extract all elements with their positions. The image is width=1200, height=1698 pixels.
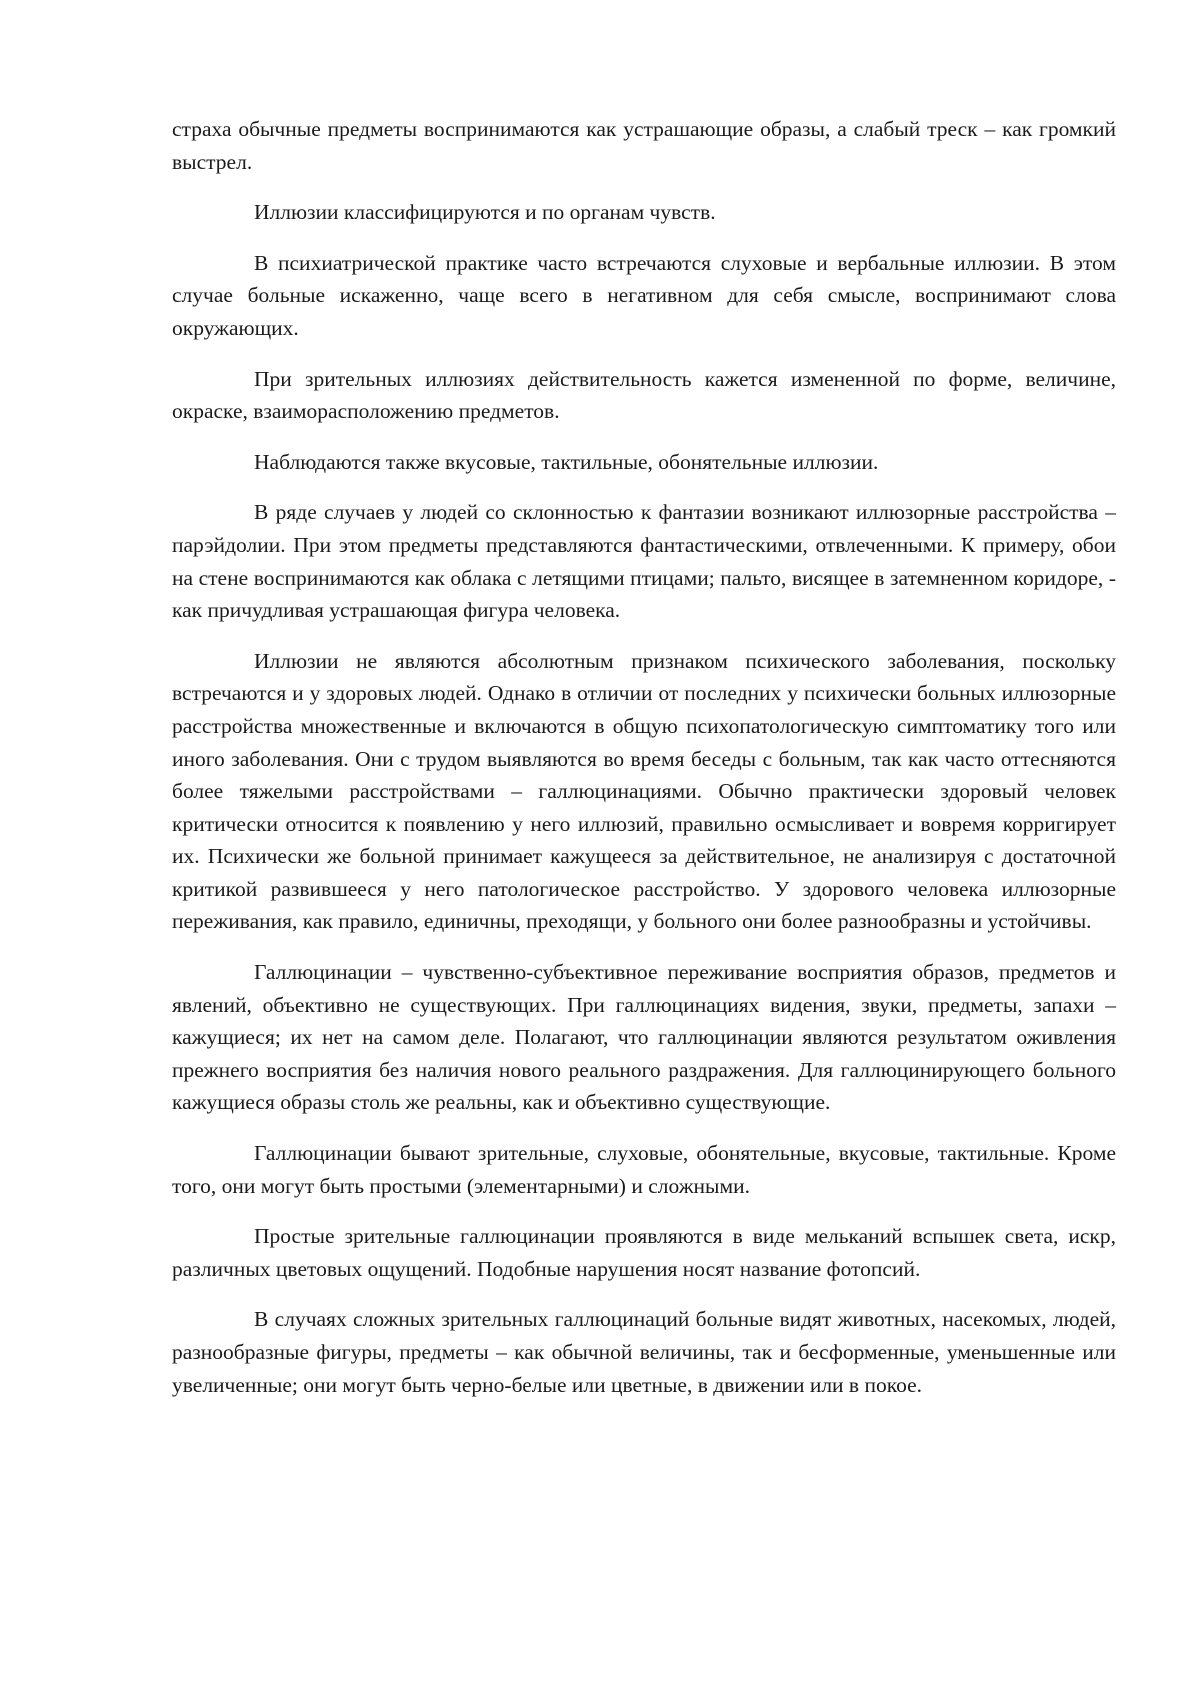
paragraph-other-illusions: Наблюдаются также вкусовые, тактильные, обонятельные иллюзии.	[254, 449, 879, 474]
paragraph-illusions-not-sign: Иллюзии не являются абсолютным признаком психического заболевания, поскольку встречаются и у здоровых людей. Однако в отличии от последних у психически больных иллюзорные расстройства множественные и включаются в общую психопатологическую симптоматику того или иного заболевания. Они с трудом выявляются во время беседы с больным, так как часто оттесняются более тяжелыми расстройствами – галлюцинациями. Обычно практически здоровый человек критически относится к появлению у него иллюзий, правильно осмысливает и вовремя корригирует их. Психически же больной принимает кажущееся за действительное, не анализируя с достаточной критикой развившееся у него патологическое расстройство. У здорового человека иллюзорные переживания, как правило, единичны, преходящи, у больного они более разнообразны и устойчивы.	[172, 648, 1116, 934]
paragraph-auditory-illusions: В психиатрической практике часто встречаются слуховые и вербальные иллюзии. В этом случае больные искаженно, чаще всего в негативном для себя смысле, воспринимают слова окружающих.	[172, 250, 1116, 340]
paragraph-hallucination-types: Галлюцинации бывают зрительные, слуховые, обонятельные, вкусовые, тактильные. Кроме того, они могут быть простыми (элементарными) и сложными.	[172, 1141, 1116, 1198]
paragraph-illusion-classification: Иллюзии классифицируются и по органам чувств.	[254, 200, 716, 225]
paragraph-pareidolia: В ряде случаев у людей со склонностью к фантазии возникают иллюзорные расстройства – парэйдолии. При этом предметы представляются фантастическими, отвлеченными. К примеру, обои на стене воспринимаются как облака с летящими птицами; пальто, висящее в затемненном коридоре, - как причудливая устрашающая фигура человека.	[172, 500, 1116, 623]
paragraph-simple-visual-hallucinations: Простые зрительные галлюцинации проявляются в виде мельканий вспышек света, искр, различных цветовых ощущений. Подобные нарушения носят название фотопсий.	[172, 1224, 1116, 1281]
document-page	[172, 113, 1116, 1419]
paragraph-visual-illusions: При зрительных иллюзиях действительность кажется измененной по форме, величине, окраске, взаиморасположению предметов.	[172, 366, 1116, 424]
paragraph-continuation: страха обычные предметы воспринимаются как устрашающие образы, а слабый треск – как громкий выстрел.	[172, 117, 1116, 174]
paragraph-hallucinations-definition: Галлюцинации – чувственно-субъективное переживание восприятия образов, предметов и явлений, объективно не существующих. При галлюцинациях видения, звуки, предметы, запахи – кажущиеся; их нет на самом деле. Полагают, что галлюцинации являются результатом оживления прежнего восприятия без наличия нового реального раздражения. Для галлюцинирующего больного кажущиеся образы столь же реальны, как и объективно существующие.	[172, 960, 1116, 1115]
paragraph-complex-visual-hallucinations: В случаях сложных зрительных галлюцинаций больные видят животных, насекомых, людей, разнообразные фигуры, предметы – как обычной величины, так и бесформенные, уменьшенные или увеличенные; они могут быть черно-белые или цветные, в движении или в покое.	[172, 1307, 1116, 1397]
